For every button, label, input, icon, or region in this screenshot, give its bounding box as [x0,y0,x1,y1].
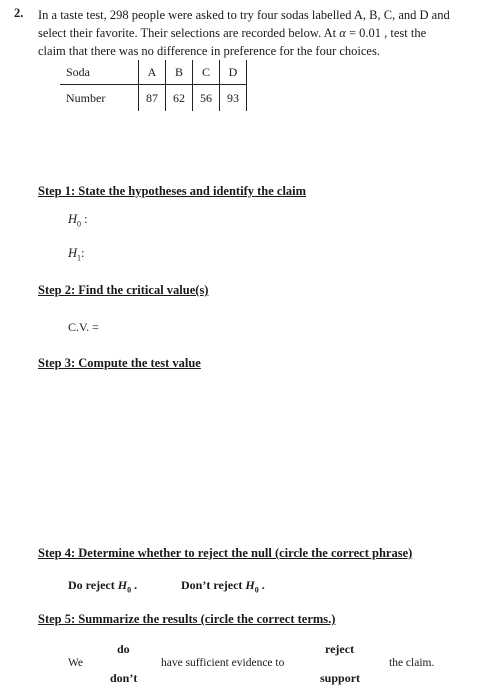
cell-value-a: 87 [139,85,166,112]
step5-title: Step 5: Summarize the results (circle the correct terms.) [38,612,336,626]
question-line-2 [38,24,468,42]
question-line-3: claim that there was no difference in preference for the four choices. [38,44,380,58]
question-line-1: In a taste test, 298 people were asked to try four sodas labelled A, B, C, and D and [38,8,450,22]
option-dont[interactable]: don’t [110,671,138,685]
step4-title: Step 4: Determine whether to reject the null (circle the correct phrase) [38,546,413,560]
cell-category-a: A [139,60,166,85]
cell-category-b: B [166,60,193,85]
option-do-reject[interactable]: Do reject $H_0$ . [68,578,138,595]
option-support[interactable]: support [320,671,361,685]
question-number: 2. [14,6,24,20]
cell-value-b: 62 [166,85,193,112]
h1-label: $H_1$: [68,246,85,263]
question-line-2b: = 0.01 , test the [345,26,427,40]
soda-table [60,60,247,111]
option-dont-reject[interactable]: Don’t reject $H_0$ . [181,578,265,595]
question-text [38,6,468,60]
we-label: We [68,657,84,669]
table-header-row [60,60,247,85]
cell-value-d: 93 [220,85,247,112]
step2-title: Step 2: Find the critical value(s) [38,283,209,297]
option-reject[interactable]: reject [325,642,355,656]
cell-category-c: C [193,60,220,85]
row-label-soda: Soda [60,60,139,85]
option-do[interactable]: do [117,642,130,656]
alpha-symbol: α [339,26,346,40]
h0-label: $H_0$ : [68,212,88,229]
cell-category-d: D [220,60,247,85]
table-value-row [60,85,247,112]
sufficient-evidence-text: have sufficient evidence to [161,657,285,669]
the-claim-text: the claim. [389,657,435,669]
row-label-number: Number [66,90,106,105]
critical-value-label: C.V. = [68,320,99,334]
question-line-2a: select their favorite. Their selections are recorded below. At [38,26,340,40]
cell-value-c: 56 [193,85,220,112]
step3-title: Step 3: Compute the test value [38,356,201,370]
step1-title: Step 1: State the hypotheses and identify the claim [38,184,307,198]
